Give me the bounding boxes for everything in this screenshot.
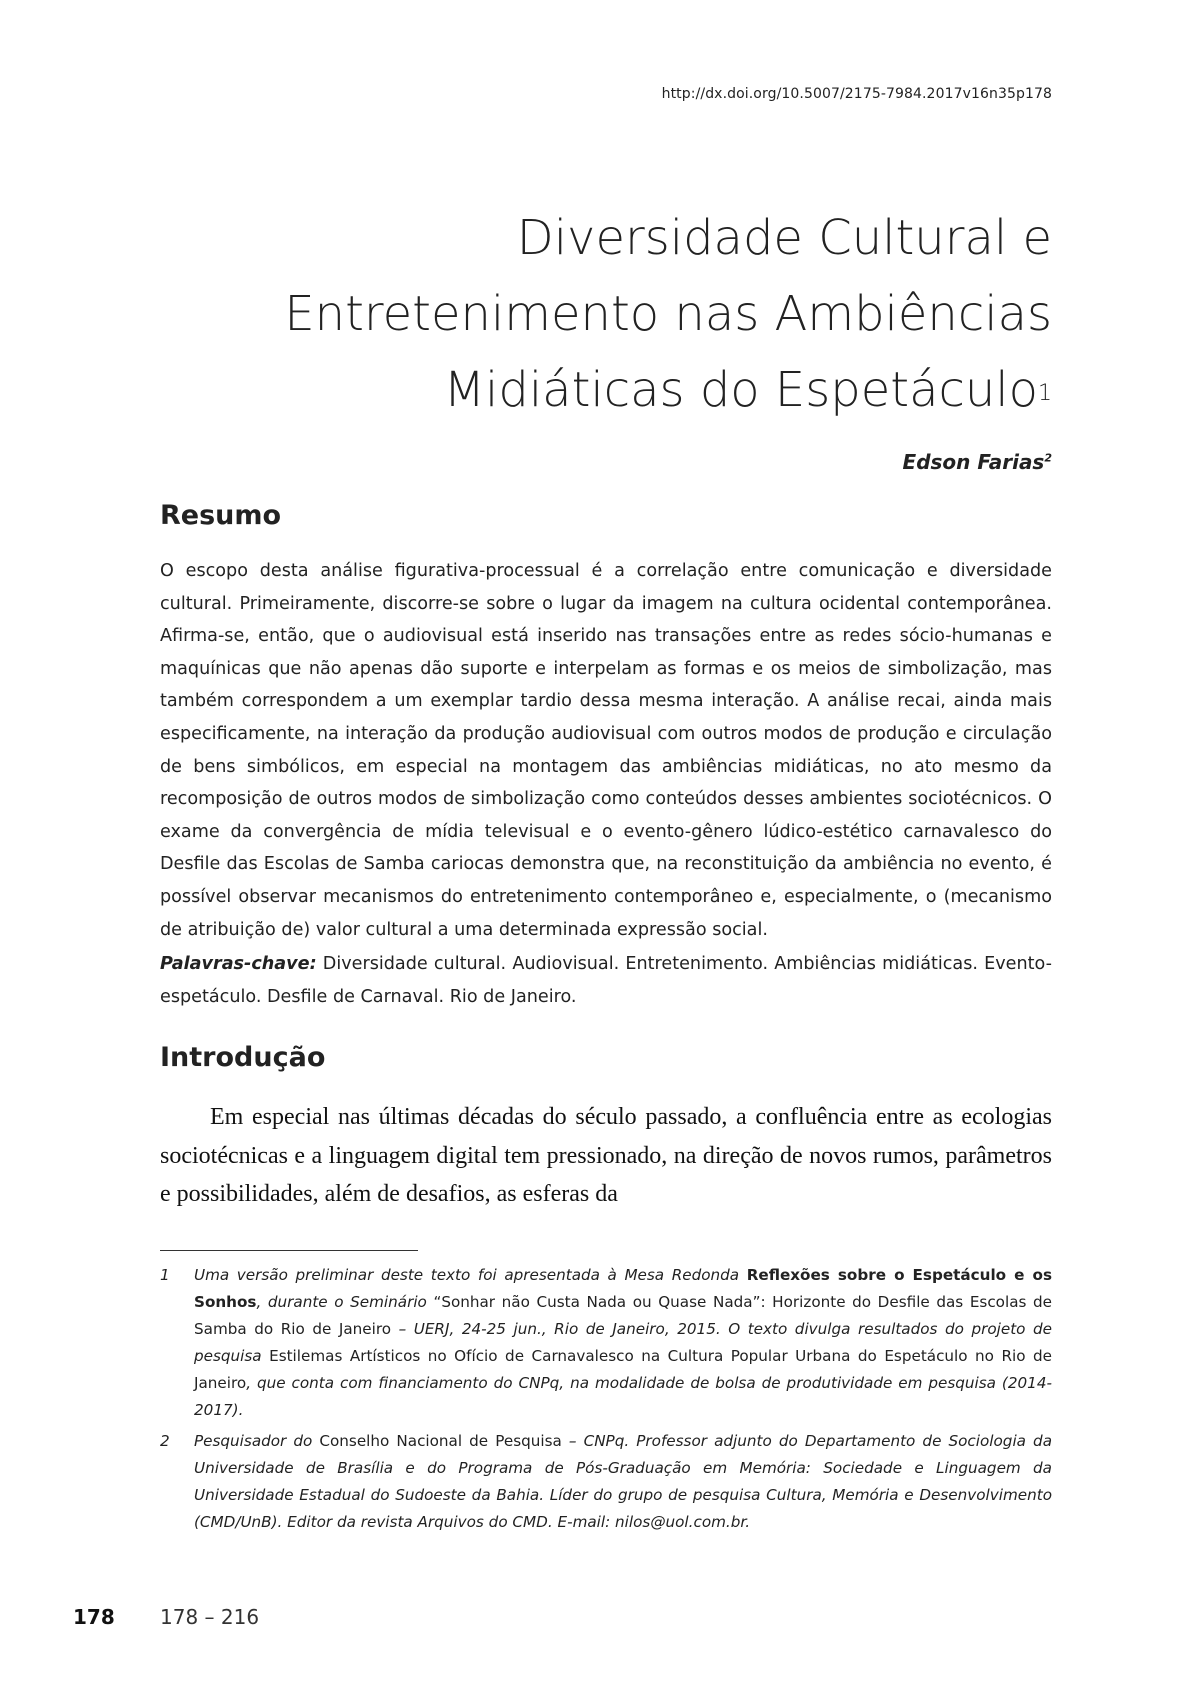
article-title xyxy=(172,200,1052,428)
footnote-body xyxy=(194,1428,1052,1536)
page-number: 178 xyxy=(73,1605,115,1629)
footnote-text: Pesquisador do xyxy=(194,1432,320,1450)
footnote-text: Uma versão preliminar deste texto foi apresentada à Mesa Redonda xyxy=(194,1266,747,1284)
title-line: Entretenimento nas Ambiências xyxy=(284,286,1052,342)
footnote-upright-text: “Sonhar não Custa Nada ou Quase Nada”: Horizonte do Desfile das Escolas de Samba do Rio de Janeiro xyxy=(194,1293,1052,1338)
footnote-body xyxy=(194,1262,1052,1424)
keywords-list: Diversidade cultural. Audiovisual. Entretenimento. Ambiências midiáticas. Evento-espetáculo. Desfile de Carnaval. Rio de Janeiro. xyxy=(160,954,1052,1007)
author-name xyxy=(903,450,1052,474)
footnote-1 xyxy=(160,1262,1052,1424)
introduction-paragraph: Em especial nas últimas décadas do século passado, a confluência entre as ecologias sociotécnicas e a linguagem digital tem pressionado, na direção de novos rumos, parâmetros e possibilidades, além de desafios, as esferas da xyxy=(160,1104,1052,1207)
footnote-text: , durante o Seminário xyxy=(256,1293,434,1311)
abstract-heading: Resumo xyxy=(160,500,282,531)
footnote-separator xyxy=(160,1250,418,1251)
footnote-number: 2 xyxy=(160,1432,170,1450)
title-line: Midiáticas do Espetáculo xyxy=(443,362,1038,418)
footnote-text: – CNPq. Professor adjunto do Departamento de Sociologia da Universidade de Brasília e do Programa de Pós-Graduação em Memória: Sociedade e Linguagem da Universidade Estadual do Sudoeste da Bahia. Líder do grupo de pesquisa Cultura, Memória e Desenvolvimento (CMD/UnB). Editor da revista Arquivos do CMD. E-mail: nilos@uol.com.br. xyxy=(194,1432,1053,1531)
footnote-text: , que conta com financiamento do CNPq, na modalidade de bolsa de produtividade em pesquisa (2014-2017). xyxy=(194,1374,1052,1419)
footnote-bold-text: Reflexões sobre o Espetáculo e os Sonhos xyxy=(194,1266,1052,1311)
footnote-ref-1[interactable]: 1 xyxy=(1038,381,1052,406)
footnote-number: 1 xyxy=(160,1266,170,1284)
footnote-ref-2[interactable]: 2 xyxy=(1044,451,1052,465)
introduction-heading: Introdução xyxy=(160,1042,326,1073)
footnote-2 xyxy=(160,1428,1052,1536)
title-line: Diversidade Cultural e xyxy=(516,210,1052,266)
footnote-text: – UERJ, 24-25 jun., Rio de Janeiro, 2015. O texto divulga resultados do projeto de pesquisa xyxy=(194,1320,1052,1365)
abstract-text: O escopo desta análise figurativa-processual é a correlação entre comunicação e diversidade cultural. Primeiramente, discorre-se sobre o lugar da imagem na cultura ocidental contemporânea. Afirma-se, então, que o audiovisual está inserido nas transações entre as redes sócio-humanas e maquínicas que não apenas dão suporte e interpelam as formas e os meios de simbolização, mas também correspondem a um exemplar tardio dessa mesma interação. A análise recai, ainda mais especificamente, na interação da produção audiovisual com outros modos de produção e circulação de bens simbólicos, em especial na montagem das ambiências midiáticas, no ato mesmo da recomposição de outros modos de simbolização como conteúdos desses ambientes sociotécnicos. O exame da convergência de mídia televisual e o evento-gênero lúdico-estético carnavalesco do Desfile das Escolas de Samba cariocas demonstra que, na reconstituição da ambiência no evento, é possível observar mecanismos do entretenimento contemporâneo e, especialmente, o (mecanismo de atribuição de) valor cultural a uma determinada expressão social. xyxy=(160,561,1052,940)
footnote-upright-text: Estilemas Artísticos no Ofício de Carnavalesco na Cultura Popular Urbana do Espetáculo no Rio de Janeiro xyxy=(194,1347,1052,1392)
title-line-with-note xyxy=(172,352,1052,428)
keywords xyxy=(160,948,1052,1013)
footnote-upright-text: Conselho Nacional de Pesquisa xyxy=(319,1432,562,1450)
page-range: 178 – 216 xyxy=(160,1605,260,1629)
author-name-text: Edson Farias xyxy=(902,450,1045,474)
keywords-label: Palavras-chave: xyxy=(160,954,317,974)
doi-link[interactable]: http://dx.doi.org/10.5007/2175-7984.2017v16n35p178 xyxy=(661,86,1052,102)
